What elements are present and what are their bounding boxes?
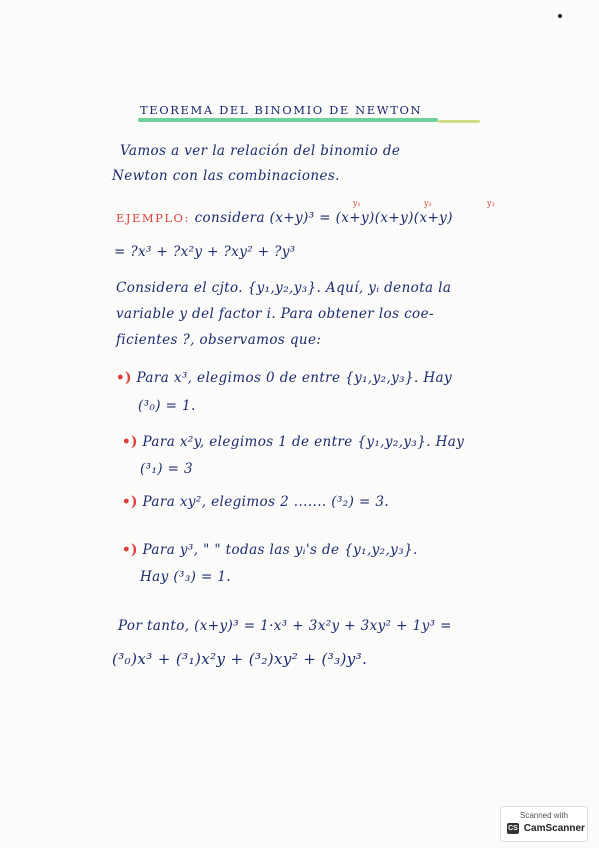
conclusion-line-1: Por tanto, (x+y)³ = 1·x³ + 3x²y + 3xy² + 1y³ = bbox=[118, 618, 452, 634]
conclusion-line-2: (³₀)x³ + (³₁)x²y + (³₂)xy² + (³₃)y³. bbox=[112, 650, 368, 668]
page-title: TEOREMA DEL BINOMIO DE NEWTON bbox=[140, 103, 423, 117]
bullet-4 bbox=[122, 542, 418, 558]
intro-line-1: Vamos a ver la relación del binomio de bbox=[120, 143, 401, 159]
ejemplo-line bbox=[116, 210, 453, 226]
expansion-line: = ?x³ + ?x²y + ?xy² + ?y³ bbox=[114, 244, 296, 260]
bullet-2-result: (³₁) = 3 bbox=[140, 461, 194, 477]
ink-dot bbox=[558, 14, 562, 18]
bullet-4-text: Para y³, " " todas las yᵢ's de {y₁,y₂,y₃}. bbox=[142, 542, 418, 558]
bullet-2-marker: •) bbox=[122, 434, 138, 450]
bullet-1-text: Para x³, elegimos 0 de entre {y₁,y₂,y₃}. Hay bbox=[136, 370, 453, 386]
paragraph-line-3: ficientes ?, observamos que: bbox=[116, 332, 322, 348]
bullet-3 bbox=[122, 494, 389, 510]
bullet-1-result: (³₀) = 1. bbox=[138, 398, 196, 414]
y-label-2: y₂ bbox=[424, 199, 432, 208]
ejemplo-label: EJEMPLO: bbox=[116, 211, 190, 225]
bullet-3-marker: •) bbox=[122, 494, 138, 510]
title-highlight bbox=[138, 118, 438, 122]
y-label-3: y₃ bbox=[487, 199, 495, 208]
camscanner-brand-label: CamScanner bbox=[523, 823, 585, 835]
bullet-2-text: Para x²y, elegimos 1 de entre {y₁,y₂,y₃}. Hay bbox=[142, 434, 465, 450]
bullet-2 bbox=[122, 434, 464, 450]
scanned-with-label: Scanned with bbox=[519, 811, 569, 820]
bullet-4-result: Hay (³₃) = 1. bbox=[140, 569, 232, 585]
bullet-3-text: Para xy², elegimos 2 ....... (³₂) = 3. bbox=[142, 494, 390, 510]
bullet-1 bbox=[116, 370, 452, 386]
camscanner-watermark bbox=[500, 806, 588, 842]
bullet-4-marker: •) bbox=[122, 542, 138, 558]
paragraph-line-2: variable y del factor i. Para obtener los coe- bbox=[116, 306, 434, 322]
camscanner-icon: CS bbox=[508, 825, 518, 832]
ejemplo-text: considera (x+y)³ = (x+y)(x+y)(x+y) bbox=[194, 210, 453, 226]
bullet-1-marker: •) bbox=[116, 370, 132, 386]
title-highlight-tail bbox=[438, 120, 480, 123]
paragraph-line-1: Considera el cjto. {y₁,y₂,y₃}. Aquí, yᵢ denota la bbox=[116, 280, 452, 296]
y-label-1: y₁ bbox=[353, 199, 361, 208]
camscanner-brand bbox=[507, 823, 585, 834]
intro-line-2: Newton con las combinaciones. bbox=[112, 168, 340, 184]
